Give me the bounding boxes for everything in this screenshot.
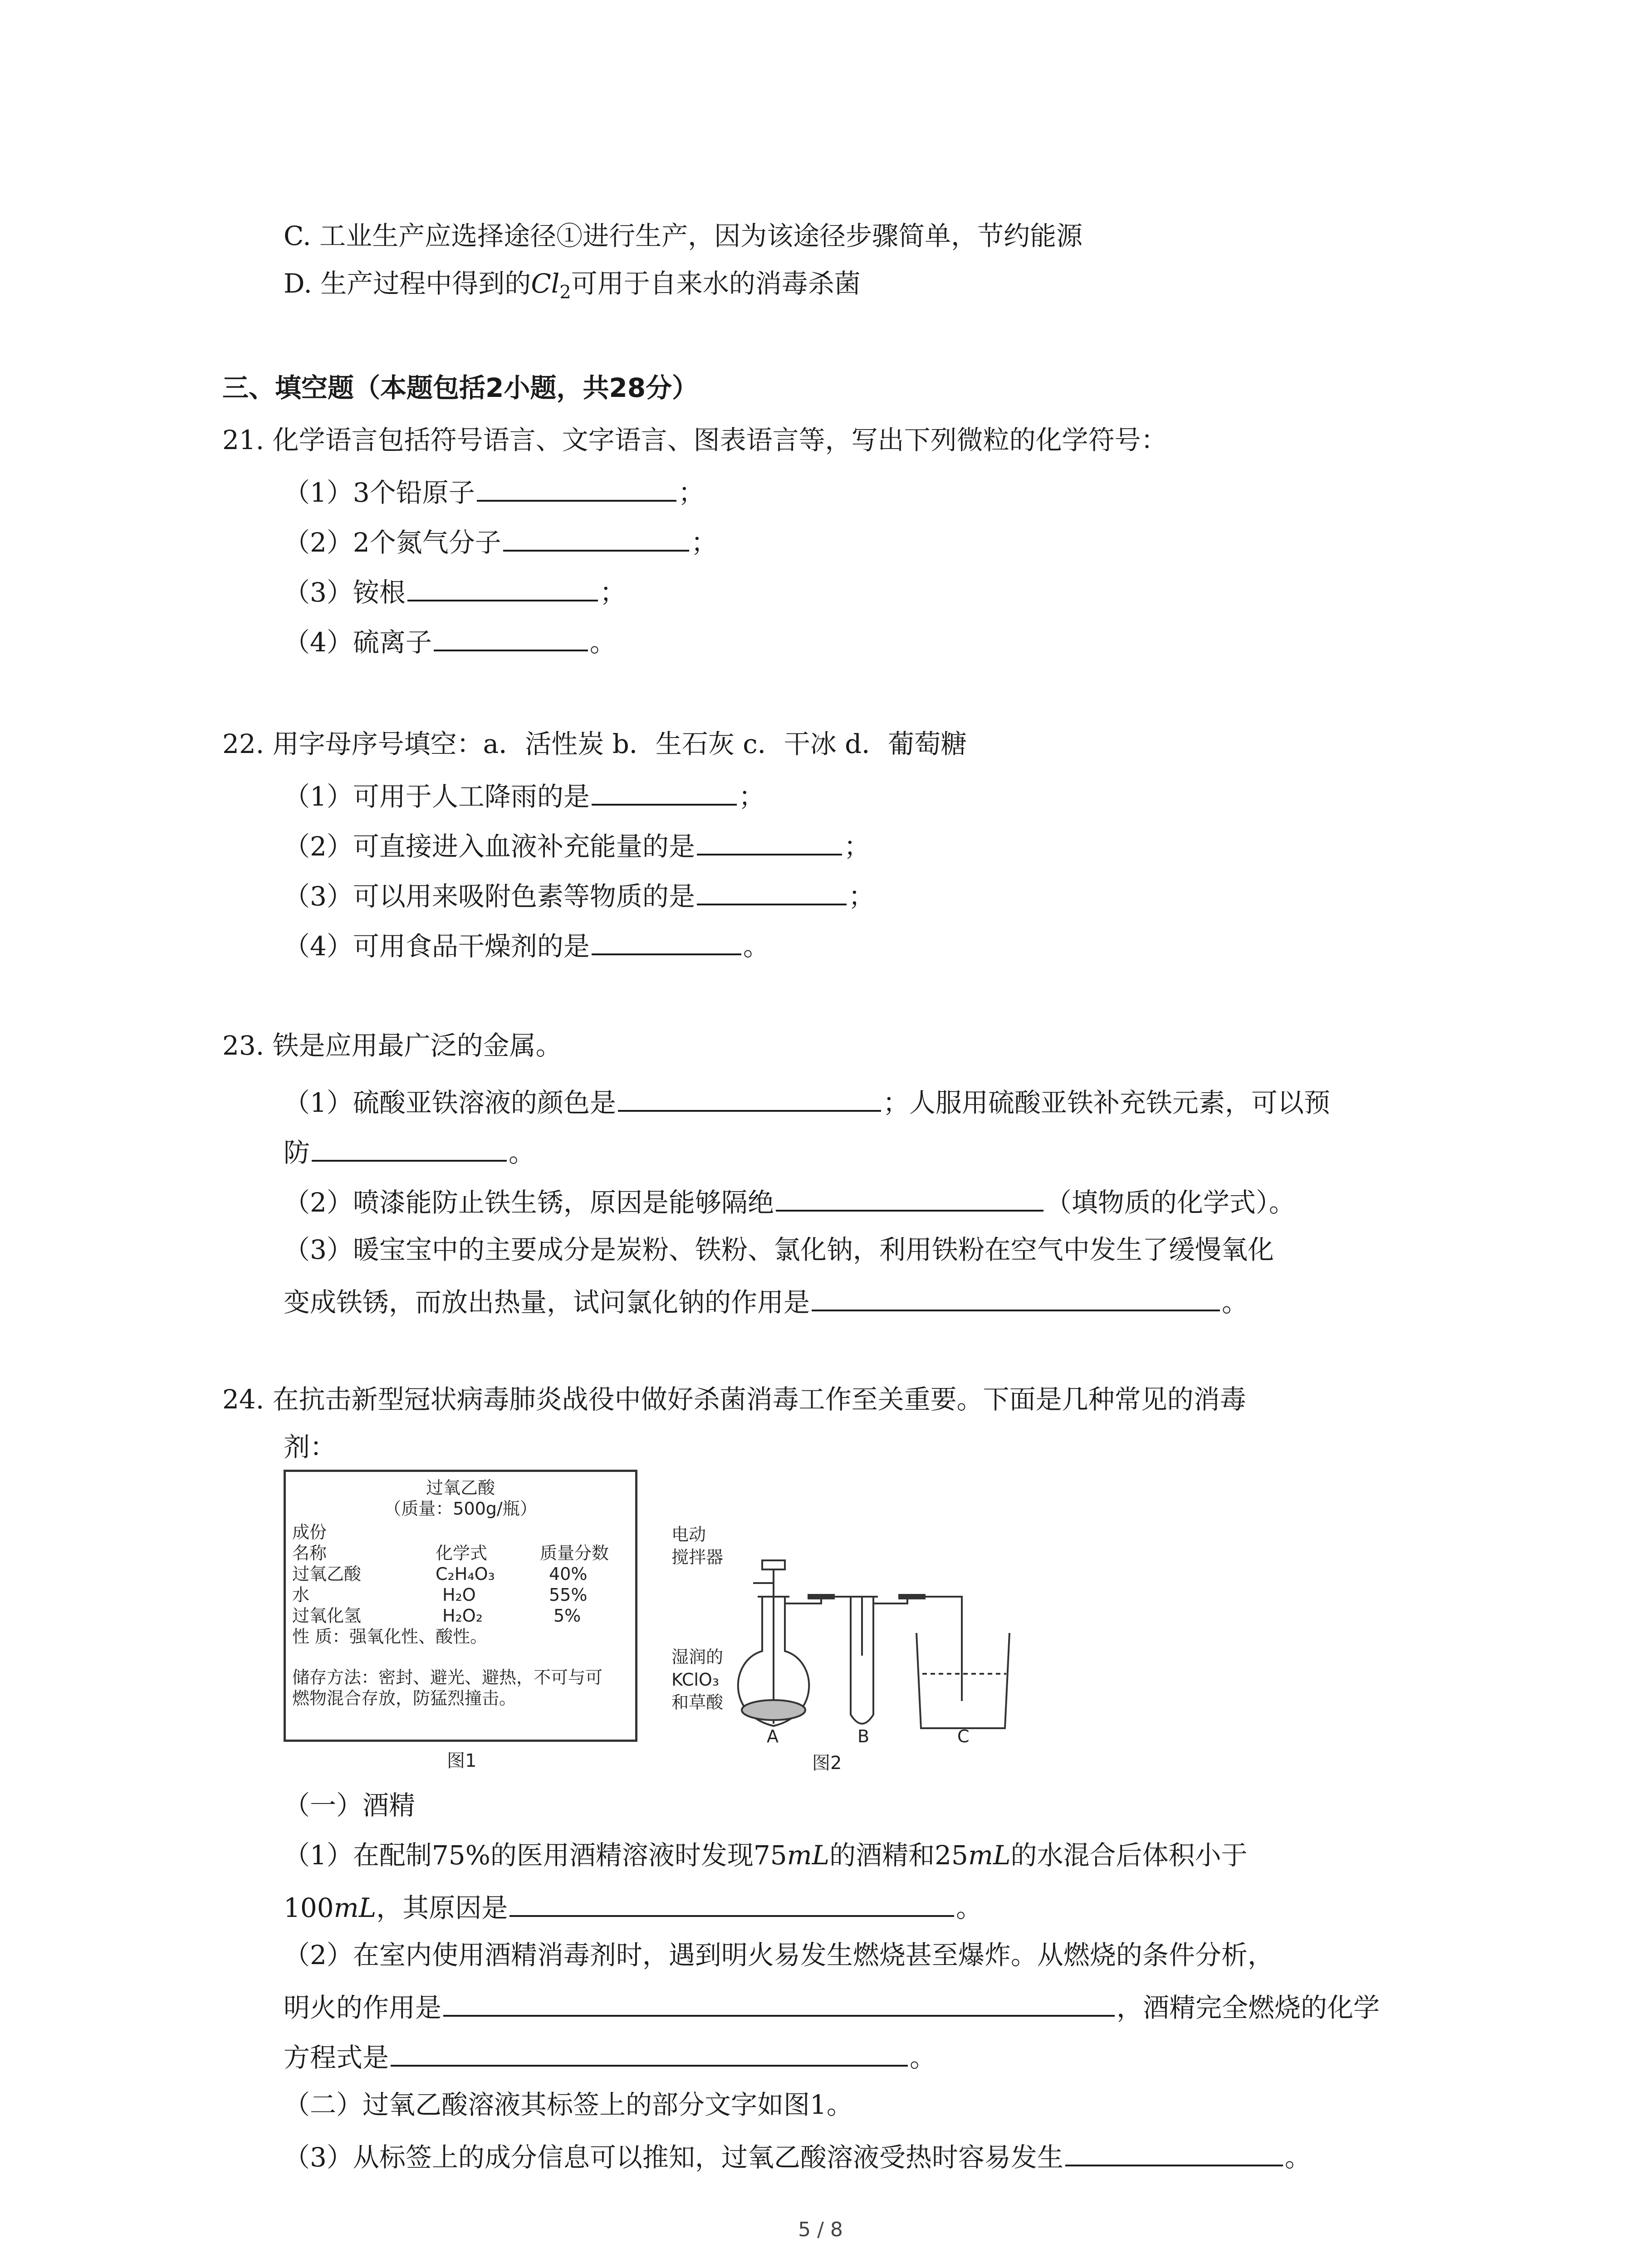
label-row-formula: H₂O₂	[442, 1606, 483, 1626]
q22-item-2	[284, 826, 870, 865]
q21-item-3-label: （3）铵根	[284, 577, 406, 608]
label-header-formula: 化学式	[436, 1543, 488, 1563]
q24-answer-blank-2[interactable]	[443, 1987, 1115, 2017]
figure-1-label	[284, 1470, 637, 1742]
option-c: C. 工业生产应选择途径①进行生产，因为该途径步骤简单，节约能源	[284, 220, 1083, 251]
q24-part-2-title: （二）过氧乙酸溶液其标签上的部分文字如图1。	[284, 2089, 853, 2120]
q23-line-5-tail: 。	[1222, 1287, 1249, 1318]
q23-answer-blank-4[interactable]	[812, 1281, 1220, 1311]
stirrer-label-1: 电动	[671, 1525, 706, 1545]
figure-2-apparatus	[671, 1551, 1034, 1751]
q21-item-4	[284, 621, 616, 660]
reagent-label-1: 湿润的	[671, 1647, 724, 1667]
q22-item-1-end: ；	[738, 781, 765, 812]
q22-item-1	[284, 776, 765, 815]
q23-answer-blank-3[interactable]	[776, 1182, 1043, 1212]
q21-answer-blank-1[interactable]	[477, 472, 676, 502]
chlorine-formula: Cl	[531, 268, 560, 299]
q24-part-1-title: （一）酒精	[284, 1790, 416, 1821]
label-row-formula: H₂O	[442, 1585, 476, 1605]
unit-ml: mL	[333, 1892, 377, 1923]
q21-answer-blank-3[interactable]	[407, 572, 598, 601]
q21-item-2-label: （2）2个氮气分子	[284, 527, 501, 558]
q21-item-1	[284, 472, 705, 511]
label-ingredients: 成份	[292, 1522, 327, 1542]
q24-stem-line-1: 24. 在抗击新型冠状病毒肺炎战役中做好杀菌消毒工作至关重要。下面是几种常见的消毒	[222, 1384, 1246, 1415]
q24-q1-text: （1）在配制75%的医用酒精溶液时发现75	[284, 1840, 787, 1871]
option-d-text: D. 生产过程中得到的	[284, 268, 531, 299]
figure-2-caption: 图2	[812, 1753, 842, 1774]
q24-q2-tail: ，酒精完全燃烧的化学	[1117, 1992, 1380, 2023]
q22-item-4	[284, 925, 769, 964]
label-row-name: 过氧乙酸	[292, 1564, 362, 1584]
q24-q2-line-1: （2）在室内使用酒精消毒剂时，遇到明火易发生燃烧甚至爆炸。从燃烧的条件分析，	[284, 1940, 1274, 1970]
q24-q2-line-2	[284, 1987, 1380, 2026]
q24-q3-end: 。	[1284, 2142, 1311, 2173]
q24-q1-reason-label: ，其原因是	[376, 1892, 508, 1923]
q23-line-2-text: 防	[284, 1137, 310, 1168]
label-header-mass: 质量分数	[540, 1543, 609, 1563]
reagent-label-3: 和草酸	[671, 1692, 724, 1712]
reactant-mixture	[742, 1700, 805, 1720]
q24-q1-line-1	[284, 1837, 1247, 1873]
option-d-tail: 可用于自来水的消毒杀菌	[571, 268, 861, 299]
q24-stem-line-2: 剂：	[284, 1432, 337, 1462]
q24-q1-volume: 100	[284, 1892, 334, 1923]
q24-answer-blank-1[interactable]	[509, 1887, 954, 1917]
chlorine-subscript: 2	[559, 282, 571, 303]
q24-q2-line-3	[284, 2037, 936, 2076]
q22-answer-blank-2[interactable]	[697, 826, 842, 855]
q24-q1-line-2	[284, 1887, 982, 1926]
q23-line-1-tail: ；人服用硫酸亚铁补充铁元素，可以预	[882, 1087, 1330, 1118]
q21-stem: 21. 化学语言包括符号语言、文字语言、图表语言等，写出下列微粒的化学符号：	[222, 425, 1167, 455]
q21-answer-blank-4[interactable]	[434, 621, 588, 651]
q24-q2-equation-label: 方程式是	[284, 2042, 389, 2073]
label-properties: 性 质：强氧化性、酸性。	[292, 1627, 488, 1647]
label-storage-1: 储存方法：密封、避光、避热，不可与可	[292, 1667, 603, 1687]
q22-item-2-label: （2）可直接进入血液补充能量的是	[284, 831, 695, 862]
label-title: 过氧乙酸	[426, 1478, 495, 1498]
label-row-name: 水	[292, 1585, 310, 1605]
q22-item-3-label: （3）可以用来吸附色素等物质的是	[284, 881, 695, 912]
label-row-mass: 55%	[549, 1585, 588, 1605]
q22-stem: 22. 用字母序号填空：a．活性炭 b．生石灰 c．干冰 d．葡萄糖	[222, 728, 967, 759]
q23-line-3-tail: （填物质的化学式）。	[1045, 1187, 1295, 1218]
q22-answer-blank-4[interactable]	[592, 925, 741, 955]
q22-item-4-end: 。	[743, 931, 769, 962]
page-number: 5 / 8	[798, 2218, 843, 2241]
q23-stem: 23. 铁是应用最广泛的金属。	[222, 1030, 562, 1061]
unit-ml: mL	[968, 1840, 1011, 1871]
q22-answer-blank-3[interactable]	[697, 875, 847, 905]
label-row-name: 过氧化氢	[292, 1606, 362, 1626]
option-d	[284, 265, 861, 311]
q21-item-3-end: ；	[599, 577, 626, 608]
q21-item-1-end: ；	[678, 477, 705, 508]
q23-answer-blank-1[interactable]	[618, 1082, 881, 1112]
q21-item-2	[284, 522, 717, 561]
label-header-name: 名称	[292, 1543, 327, 1563]
q23-answer-blank-2[interactable]	[312, 1132, 507, 1162]
q24-q1-end: 。	[956, 1892, 983, 1923]
stirrer-motor	[762, 1560, 785, 1569]
q22-answer-blank-1[interactable]	[592, 776, 737, 806]
q22-item-3-end: ；	[848, 881, 875, 912]
q24-q1-text-end: 的水混合后体积小于	[1010, 1840, 1248, 1871]
label-subtitle: （质量：500g/瓶）	[384, 1499, 537, 1519]
section-title: 三、填空题（本题包括2小题，共28分）	[222, 372, 699, 403]
q24-answer-blank-3[interactable]	[391, 2037, 908, 2067]
apparatus-a-label: A	[767, 1726, 779, 1746]
q24-q3-line	[284, 2136, 1311, 2175]
q23-line-3-text: （2）喷漆能防止铁生锈，原因是能够隔绝	[284, 1187, 774, 1218]
label-row-formula: C₂H₄O₃	[436, 1564, 495, 1584]
q23-line-1-text: （1）硫酸亚铁溶液的颜色是	[284, 1087, 616, 1118]
beaker-c	[916, 1633, 1009, 1728]
apparatus-c-label: C	[957, 1726, 970, 1746]
q22-item-4-label: （4）可用食品干燥剂的是	[284, 931, 590, 962]
q21-item-2-end: ；	[691, 527, 717, 558]
q21-answer-blank-2[interactable]	[503, 522, 689, 552]
q23-line-3	[284, 1182, 1295, 1221]
q24-q1-text-mid: 的酒精和25	[829, 1840, 968, 1871]
q23-line-5-text: 变成铁锈，而放出热量，试问氯化钠的作用是	[284, 1287, 810, 1318]
q22-item-3	[284, 875, 875, 914]
label-storage-2: 燃物混合存放，防猛烈撞击。	[292, 1688, 517, 1708]
q21-item-4-end: 。	[589, 627, 616, 658]
q24-q3-text: （3）从标签上的成分信息可以推知，过氧乙酸溶液受热时容易发生	[284, 2142, 1063, 2173]
stirrer-label-2: 搅拌器	[671, 1547, 724, 1567]
q22-item-1-label: （1）可用于人工降雨的是	[284, 781, 590, 812]
label-row-mass: 5%	[554, 1606, 581, 1626]
q23-line-1	[284, 1082, 1330, 1121]
figure-1-caption: 图1	[447, 1750, 477, 1771]
q24-q2-end: 。	[910, 2042, 936, 2073]
unit-ml: mL	[787, 1840, 830, 1871]
reagent-label-2: KClO₃	[671, 1670, 720, 1690]
q21-item-1-label: （1）3个铅原子	[284, 477, 475, 508]
q23-line-5	[284, 1281, 1248, 1320]
q24-answer-blank-4[interactable]	[1065, 2136, 1283, 2166]
q23-line-2-tail: 。	[509, 1137, 535, 1168]
q23-line-2	[284, 1132, 535, 1171]
apparatus-b-label: B	[857, 1726, 870, 1746]
q21-item-4-label: （4）硫离子	[284, 627, 432, 658]
label-row-mass: 40%	[549, 1564, 588, 1584]
q24-q2-text: 明火的作用是	[284, 1992, 442, 2023]
q22-item-2-end: ；	[843, 831, 870, 862]
q21-item-3	[284, 572, 626, 611]
q23-line-4: （3）暖宝宝中的主要成分是炭粉、铁粉、氯化钠，利用铁粉在空气中发生了缓慢氧化	[284, 1234, 1274, 1265]
